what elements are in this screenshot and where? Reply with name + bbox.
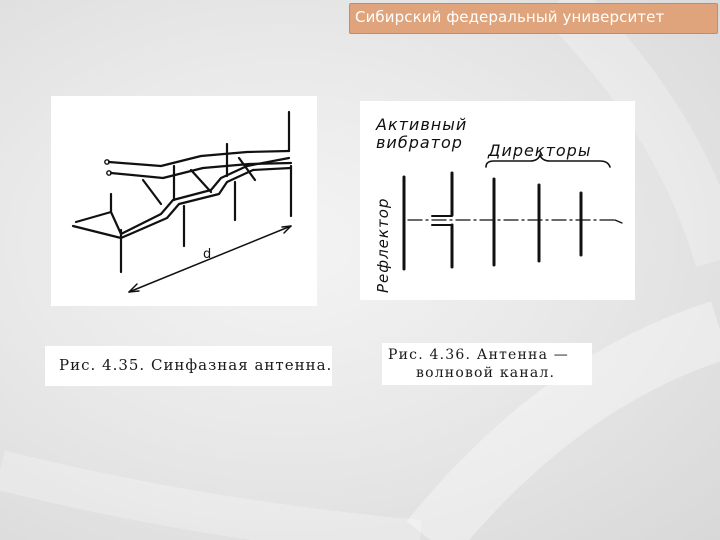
header-title: Сибирский федеральный университет [355, 8, 665, 26]
active-label-line1: Активный [376, 115, 468, 134]
reflector-label: Рефлектор [374, 197, 392, 293]
figure-435-image [51, 96, 317, 306]
figure-436-image [360, 101, 635, 300]
dimension-d-label: d [203, 247, 212, 262]
caption-435-text: Рис. 4.35. Синфазная антенна. [59, 356, 333, 374]
figure-436-caption [382, 343, 592, 385]
figure-435-caption [45, 346, 332, 386]
in-phase-antenna-drawing [51, 96, 317, 306]
caption-436-line2: волновой канал. [416, 365, 556, 381]
directors-label: Директоры [488, 141, 592, 160]
yagi-antenna-drawing [360, 101, 635, 300]
caption-436-line1: Рис. 4.36. Антенна — [388, 347, 569, 363]
active-label-line2: вибратор [376, 133, 463, 152]
